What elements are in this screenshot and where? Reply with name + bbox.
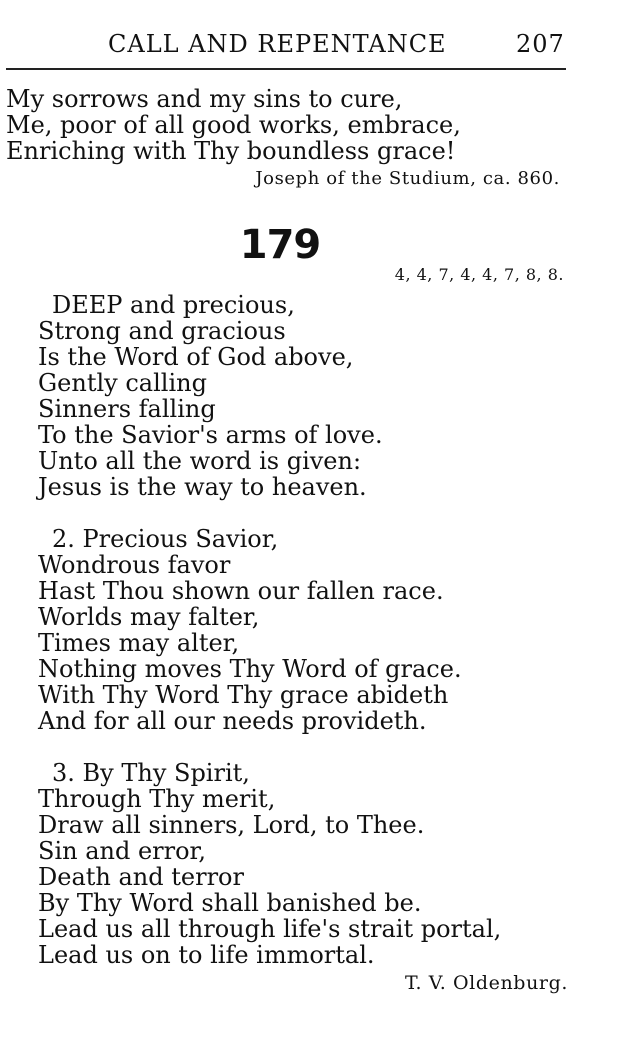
verse-line: Jesus is the way to heaven. [38, 473, 367, 501]
verse-line: To the Savior's arms of love. [38, 421, 383, 449]
verse-line: Lead us on to life immortal. [38, 941, 375, 969]
verse-line: Worlds may falter, [38, 603, 260, 631]
verse-line: Is the Word of God above, [38, 343, 354, 371]
verse-line: My sorrows and my sins to cure, [6, 85, 403, 113]
verse-line: Me, poor of all good works, embrace, [6, 111, 461, 139]
verse-line: Sin and error, [38, 837, 207, 865]
verse-line: Enriching with Thy boundless grace! [6, 137, 456, 165]
verse-line: Wondrous favor [38, 551, 231, 579]
verse-line: Unto all the word is given: [38, 447, 362, 475]
verse-line: Gently calling [38, 369, 207, 397]
running-head [0, 30, 640, 62]
header-rule [6, 68, 566, 70]
verse-line: Hast Thou shown our fallen race. [38, 577, 444, 605]
stanza-2 [38, 526, 462, 734]
verse-line: With Thy Word Thy grace abideth [38, 681, 449, 709]
verse-line: Lead us all through life's strait portal, [38, 915, 502, 943]
stanza-3 [38, 760, 501, 968]
hymn-number: 179 [239, 222, 321, 268]
verse-line: Times may alter, [38, 629, 240, 657]
page-number: 207 [516, 30, 565, 58]
verse-line: DEEP and precious, [52, 291, 295, 319]
running-title: CALL AND REPENTANCE [108, 30, 447, 58]
verse-line: By Thy Word shall banished be. [38, 889, 422, 917]
verse-line: Death and terror [38, 863, 244, 891]
verse-line: Sinners falling [38, 395, 216, 423]
verse-line: 3. By Thy Spirit, [52, 759, 250, 787]
verse-line: And for all our needs provideth. [38, 707, 427, 735]
verse-line: Nothing moves Thy Word of grace. [38, 655, 462, 683]
previous-hymn-ending [6, 86, 461, 164]
verse-line: Through Thy merit, [38, 785, 276, 813]
verse-line: Strong and gracious [38, 317, 286, 345]
hymn-author: T. V. Oldenburg. [404, 972, 568, 994]
previous-hymn-author: Joseph of the Studium, ca. 860. [255, 168, 560, 189]
hymn-meter: 4, 4, 7, 4, 4, 7, 8, 8. [394, 265, 564, 284]
stanza-1 [38, 292, 383, 500]
verse-line: Draw all sinners, Lord, to Thee. [38, 811, 425, 839]
verse-line: 2. Precious Savior, [52, 525, 279, 553]
